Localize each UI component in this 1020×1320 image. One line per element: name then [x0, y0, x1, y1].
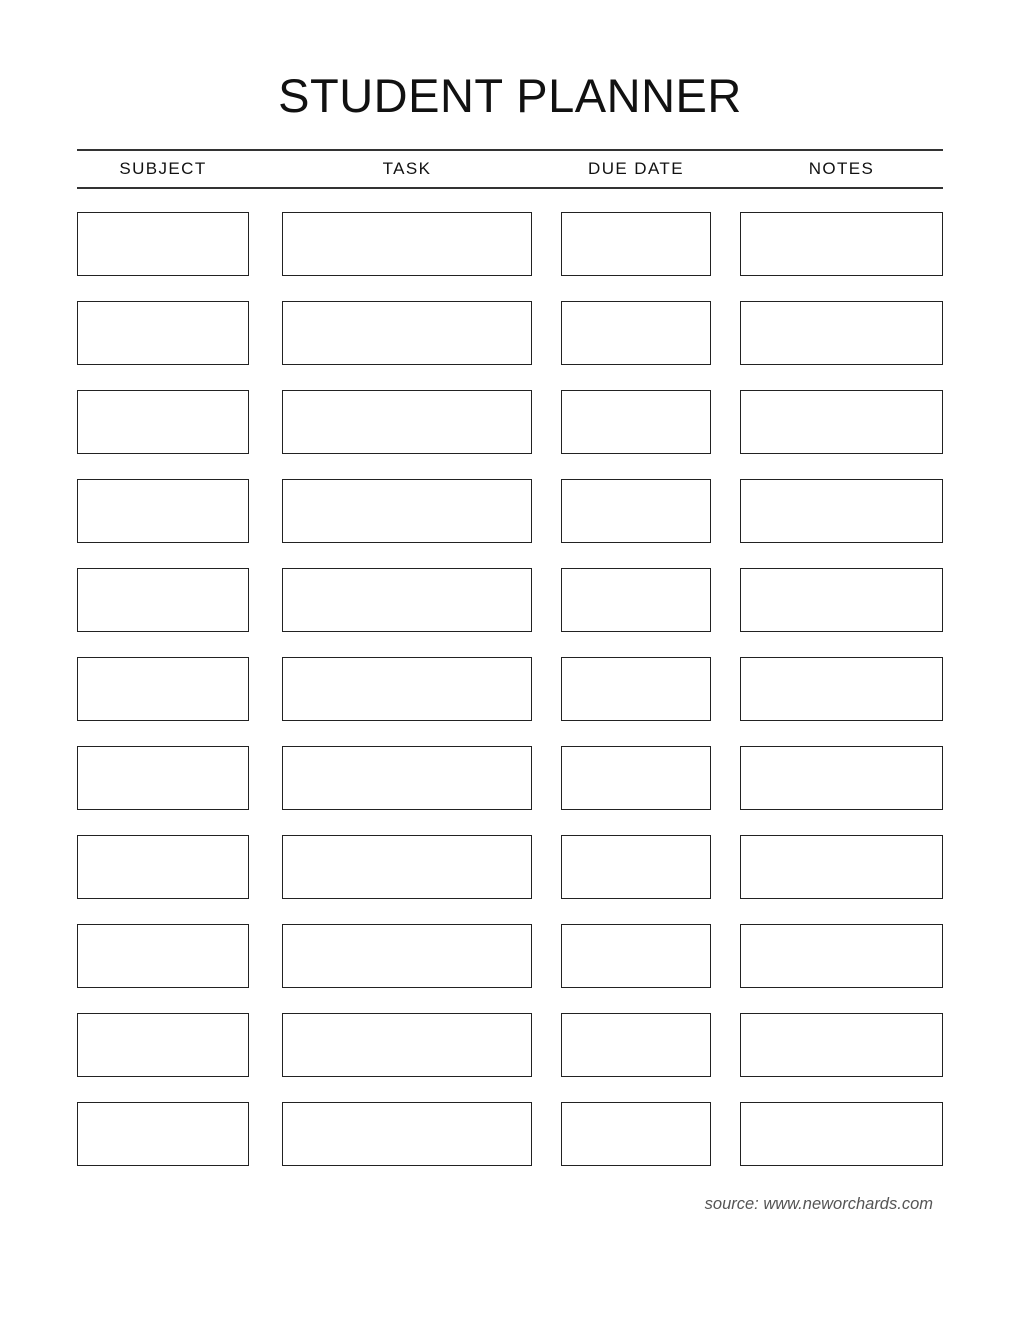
subject-box[interactable] — [77, 301, 249, 365]
task-box[interactable] — [282, 390, 532, 454]
column-header-bar — [77, 149, 943, 189]
notes-box[interactable] — [740, 657, 943, 721]
notes-box[interactable] — [740, 1013, 943, 1077]
notes-box[interactable] — [740, 1102, 943, 1166]
subject-box[interactable] — [77, 835, 249, 899]
subject-box[interactable] — [77, 212, 249, 276]
notes-box[interactable] — [740, 746, 943, 810]
subject-box[interactable] — [77, 390, 249, 454]
due-date-box[interactable] — [561, 1102, 711, 1166]
notes-box[interactable] — [740, 479, 943, 543]
due-date-box[interactable] — [561, 1013, 711, 1077]
due-date-box[interactable] — [561, 479, 711, 543]
subject-box[interactable] — [77, 479, 249, 543]
task-box[interactable] — [282, 924, 532, 988]
due-date-box[interactable] — [561, 924, 711, 988]
planner-row — [77, 212, 943, 276]
subject-box[interactable] — [77, 746, 249, 810]
page-title: STUDENT PLANNER — [278, 69, 742, 122]
task-box[interactable] — [282, 301, 532, 365]
notes-box[interactable] — [740, 301, 943, 365]
column-header-subject: SUBJECT — [119, 159, 207, 178]
planner-row — [77, 1102, 943, 1166]
planner-row — [77, 301, 943, 365]
task-box[interactable] — [282, 1102, 532, 1166]
planner-row — [77, 835, 943, 899]
planner-row — [77, 479, 943, 543]
due-date-box[interactable] — [561, 746, 711, 810]
due-date-box[interactable] — [561, 301, 711, 365]
notes-box[interactable] — [740, 568, 943, 632]
subject-box[interactable] — [77, 657, 249, 721]
due-date-box[interactable] — [561, 835, 711, 899]
planner-row — [77, 1013, 943, 1077]
task-box[interactable] — [282, 479, 532, 543]
due-date-box[interactable] — [561, 657, 711, 721]
subject-box[interactable] — [77, 1013, 249, 1077]
due-date-box[interactable] — [561, 212, 711, 276]
column-header-notes: NOTES — [808, 159, 875, 178]
notes-box[interactable] — [740, 835, 943, 899]
due-date-box[interactable] — [561, 568, 711, 632]
source-credit: source: www.neworchards.com — [704, 1195, 933, 1213]
planner-row — [77, 924, 943, 988]
planner-row — [77, 746, 943, 810]
subject-box[interactable] — [77, 568, 249, 632]
subject-box[interactable] — [77, 924, 249, 988]
column-header-task: TASK — [382, 159, 432, 178]
column-header-due-date: DUE DATE — [588, 159, 684, 178]
subject-box[interactable] — [77, 1102, 249, 1166]
notes-box[interactable] — [740, 212, 943, 276]
planner-row — [77, 390, 943, 454]
notes-box[interactable] — [740, 390, 943, 454]
task-box[interactable] — [282, 657, 532, 721]
task-box[interactable] — [282, 212, 532, 276]
task-box[interactable] — [282, 568, 532, 632]
task-box[interactable] — [282, 1013, 532, 1077]
task-box[interactable] — [282, 835, 532, 899]
planner-row — [77, 657, 943, 721]
due-date-box[interactable] — [561, 390, 711, 454]
planner-row — [77, 568, 943, 632]
notes-box[interactable] — [740, 924, 943, 988]
task-box[interactable] — [282, 746, 532, 810]
